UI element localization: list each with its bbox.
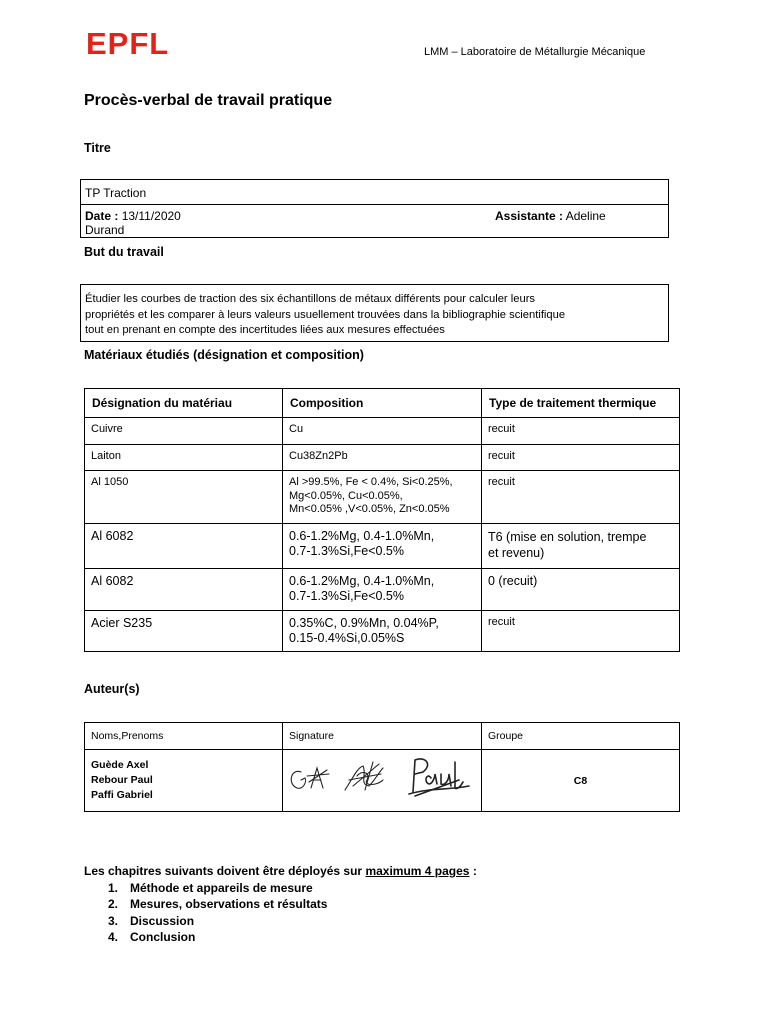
titre-heading: Titre	[84, 141, 111, 155]
material-treatment: recuit	[482, 611, 680, 652]
treatment-line: T6 (mise en solution, trempe	[488, 530, 647, 544]
chapter-number: 1.	[108, 881, 119, 895]
material-composition	[283, 611, 482, 652]
table-row	[85, 524, 680, 569]
column-header: Type de traitement thermique	[482, 389, 680, 418]
date-label: Date :	[85, 209, 119, 223]
list-item	[108, 880, 327, 896]
document-title: Procès-verbal de travail pratique	[84, 92, 333, 109]
author-name: Guède Axel	[91, 759, 149, 771]
chapter-label: Méthode et appareils de mesure	[130, 881, 313, 895]
material-treatment	[482, 524, 680, 569]
material-composition	[283, 524, 482, 569]
chapter-label: Mesures, observations et résultats	[130, 897, 328, 912]
list-item	[108, 913, 327, 929]
treatment-line: et revenu)	[488, 546, 545, 560]
composition-line: Mn<0.05% ,V<0.05%, Zn<0.05%	[289, 503, 450, 515]
material-composition: Cu	[283, 418, 482, 445]
column-header: Signature	[283, 723, 482, 750]
but-box	[80, 284, 669, 342]
titre-value: TP Traction	[85, 186, 147, 200]
table-row	[85, 750, 680, 812]
group-value: C8	[482, 750, 680, 812]
signatures-cell	[283, 750, 482, 812]
chapters-intro	[84, 864, 477, 878]
materials-header-row	[85, 389, 680, 418]
epfl-logo: EPFL	[86, 26, 170, 61]
chapters-intro-limit: maximum 4 pages	[365, 864, 470, 878]
chapters-intro-text: Les chapitres suivants doivent être déployés sur	[84, 864, 366, 878]
material-treatment: recuit	[482, 445, 680, 471]
material-composition	[283, 569, 482, 611]
list-item	[108, 929, 327, 945]
table-row	[85, 418, 680, 445]
composition-line: 0.35%C, 0.9%Mn, 0.04%P,	[289, 616, 439, 630]
column-header: Groupe	[482, 723, 680, 750]
authors-heading: Auteur(s)	[84, 682, 140, 696]
authors-header-row	[85, 723, 680, 750]
material-name: Al 6082	[85, 524, 283, 569]
table-row	[85, 569, 680, 611]
material-name: Acier S235	[85, 611, 283, 652]
assistant-first-name: Adeline	[565, 209, 606, 223]
chapter-label: Discussion	[130, 913, 195, 928]
date-field	[85, 209, 181, 223]
chapter-number: 3.	[108, 913, 119, 928]
but-line: tout en prenant en compte des incertitudes liées aux mesures effectuées	[85, 324, 445, 336]
column-header: Noms,Prenoms	[85, 723, 283, 750]
author-name: Rebour Paul	[91, 774, 153, 786]
composition-line: Mg<0.05%, Cu<0.05%,	[289, 489, 403, 502]
assistant-label: Assistante :	[495, 209, 564, 223]
composition-line: 0.15-0.4%Si,0.05%S	[289, 631, 405, 645]
chapter-number: 2.	[108, 897, 119, 912]
composition-line: 0.6-1.2%Mg, 0.4-1.0%Mn,	[289, 529, 435, 543]
titre-row	[81, 180, 668, 205]
material-composition: Cu38Zn2Pb	[283, 445, 482, 471]
but-heading: But du travail	[84, 245, 164, 259]
but-text	[85, 292, 565, 339]
material-treatment: recuit	[482, 471, 680, 524]
author-name: Paffi Gabriel	[91, 789, 153, 801]
column-header: Désignation du matériau	[85, 389, 283, 418]
composition-line: 0.7-1.3%Si,Fe<0.5%	[289, 544, 404, 558]
table-row	[85, 445, 680, 471]
list-item	[108, 896, 327, 912]
composition-line: 0.6-1.2%Mg, 0.4-1.0%Mn,	[289, 574, 435, 588]
but-line: Étudier les courbes de traction des six échantillons de métaux différents pour calculer leurs	[85, 293, 536, 305]
material-treatment: 0 (recuit)	[482, 569, 680, 611]
but-line: propriétés et les comparer à leurs valeurs usuellement trouvées dans la bibliographie scientifique	[85, 308, 566, 321]
signatures-image	[283, 750, 481, 808]
composition-line: 0.7-1.3%Si,Fe<0.5%	[289, 589, 404, 603]
assistant-last-name: Durand	[85, 223, 125, 237]
chapters-list	[84, 880, 327, 945]
materials-heading: Matériaux étudiés (désignation et composition)	[84, 348, 364, 362]
column-header: Composition	[283, 389, 482, 418]
material-composition	[283, 471, 482, 524]
assistant-field	[495, 209, 606, 223]
material-treatment: recuit	[482, 418, 680, 445]
composition-line: Al >99.5%, Fe < 0.4%, Si<0.25%,	[289, 476, 453, 488]
materials-table	[84, 388, 680, 652]
material-name: Laiton	[85, 445, 283, 471]
date-value: 13/11/2020	[121, 209, 181, 223]
author-names	[85, 750, 283, 812]
material-name: Al 6082	[85, 569, 283, 611]
table-row	[85, 611, 680, 652]
chapter-label: Conclusion	[130, 929, 196, 944]
authors-table	[84, 722, 680, 812]
table-row	[85, 471, 680, 524]
chapters-intro-end: :	[469, 864, 477, 878]
material-name: Al 1050	[85, 471, 283, 524]
lab-name: LMM – Laboratoire de Métallurgie Mécanique	[424, 46, 646, 58]
material-name: Cuivre	[85, 418, 283, 445]
chapter-number: 4.	[108, 929, 119, 944]
titre-box	[80, 179, 669, 238]
